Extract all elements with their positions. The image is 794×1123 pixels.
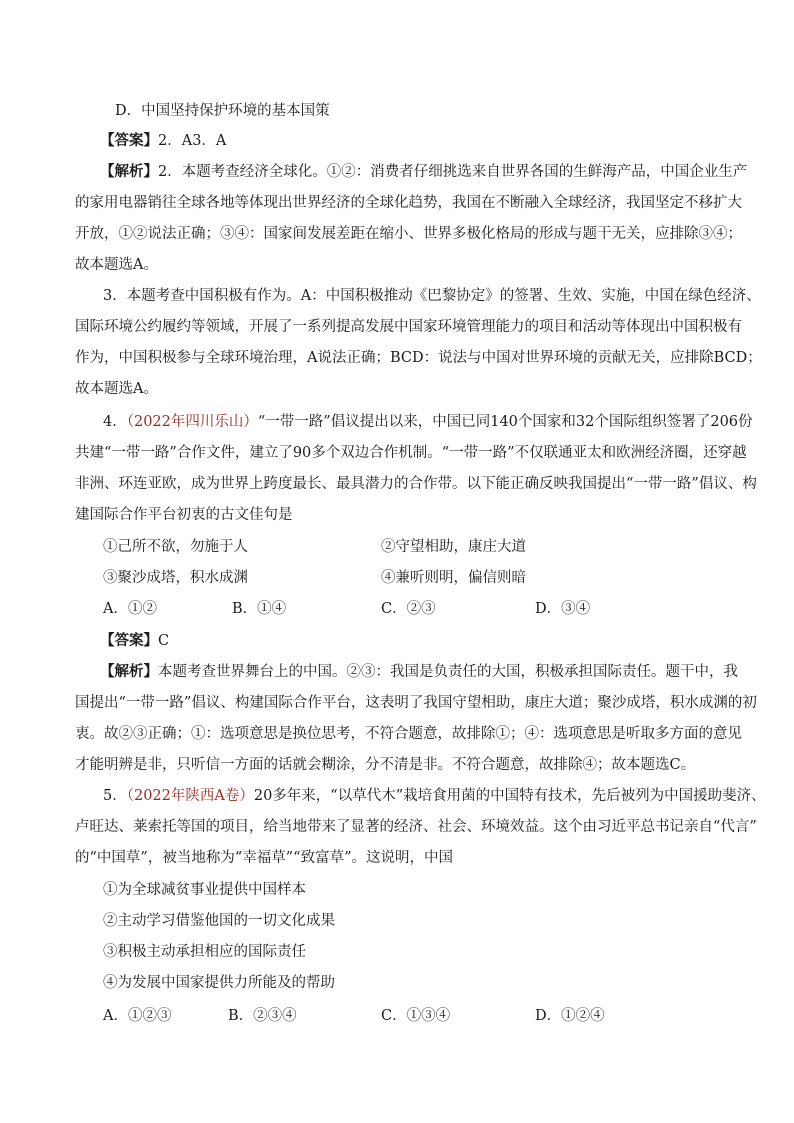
analysis-line: [100, 662, 738, 682]
question-source: （2022年四川乐山）: [126, 414, 258, 430]
q5-choice-d: D．①②④: [535, 1008, 605, 1024]
q5-statement-3: ③积极主动承担相应的国际责任: [103, 944, 306, 960]
question-text-line: 共建“一带一路”合作文件，建立了90多个双边合作机制。“一带一路”不仅联通亚太和欧洲经济圈，还穿越: [75, 445, 747, 461]
analysis-text: 本题考查世界舞台上的中国。②③：我国是负责任的大国，积极承担国际责任。题干中，我: [158, 664, 738, 680]
question-number: 5．: [103, 788, 127, 804]
q4-choice-d: D．③④: [535, 601, 591, 617]
q4-statement-4: ④兼听则明，偏信则暗: [381, 570, 526, 586]
answer-line: [100, 131, 720, 151]
analysis-tag: 【解析】: [100, 663, 158, 680]
q4-choice-a: A．①②: [103, 601, 157, 617]
option-d-text: D．中国坚持保护环境的基本国策: [115, 103, 330, 119]
analysis-text-line: 故本题选A。: [75, 381, 158, 397]
analysis-text-line: 3．本题考查中国积极有作为。A：中国积极推动《巴黎协定》的签署、生效、实施，中国在绿色经济、: [103, 288, 761, 304]
q5-choice-a: A．①②③: [103, 1008, 172, 1024]
q5-statement-1: ①为全球减贫事业提供中国样本: [103, 882, 306, 898]
question-text: “一带一路”倡议提出以来，中国已同140个国家和32个国际组织签署了206份: [257, 414, 753, 430]
question-text: 20多年来，“以草代木”栽培食用菌的中国特有技术，先后被列为中国援助斐济、: [253, 788, 766, 804]
analysis-line: [100, 162, 748, 182]
analysis-text-line: 衷。故②③正确；①：选项意思是换位思考，不符合题意，故排除①；④：选项意思是听取多方面的意见: [75, 726, 742, 742]
analysis-text-line: 开放，①②说法正确；③④：国家间发展差距在缩小、世界多极化格局的形成与题干无关，应排除③④；: [75, 226, 742, 242]
question-number: 4．: [103, 414, 127, 430]
analysis-text: 2．本题考查经济全球化。①②：消费者仔细挑选来自世界各国的生鲜海产品，中国企业生产: [158, 164, 748, 180]
question-text-line: 非洲、环连亚欧，成为世界上跨度最长、最具潜力的合作带。以下能正确反映我国提出“一带一路”倡议、构: [75, 476, 757, 492]
analysis-text-line: 才能明辨是非，只听信一方面的话就会糊涂，分不清是非。不符合题意，故排除④；故本题选C。: [75, 757, 696, 773]
question-4-stem: [103, 412, 753, 432]
question-5-stem: [103, 786, 766, 806]
question-text-line: 卢旺达、莱索托等国的项目，给当地带来了显著的经济、社会、环境效益。这个由习近平总书记亲自“代言”: [75, 819, 757, 835]
answer-tag: 【答案】: [100, 132, 158, 149]
analysis-text-line: 国提出“一带一路”倡议、构建国际合作平台，这表明了我国守望相助，康庄大道；聚沙成塔，积水成渊的初: [75, 695, 757, 711]
q4-statement-2: ②守望相助，康庄大道: [381, 539, 526, 555]
q4-statement-1: ①己所不欲，勿施于人: [103, 539, 248, 555]
question-text-line: 建国际合作平台初衷的古文佳句是: [75, 507, 293, 523]
answer-value: 2．A3．A: [158, 133, 227, 149]
analysis-text-line: 的家用电器销往全球各地等体现出世界经济的全球化趋势，我国在不断融入全球经济，我国坚定不移扩大: [75, 195, 742, 211]
q5-choice-b: B．②③④: [228, 1008, 297, 1024]
analysis-tag: 【解析】: [100, 163, 158, 180]
q4-choice-b: B．①④: [232, 601, 287, 617]
answer-value: C: [158, 633, 170, 649]
question-source: （2022年陕西A卷）: [126, 788, 254, 804]
q4-statement-3: ③聚沙成塔，积水成渊: [103, 570, 248, 586]
q5-statement-2: ②主动学习借鉴他国的一切文化成果: [103, 913, 335, 929]
answer-line: [100, 631, 720, 651]
q4-choice-c: C．②③: [381, 601, 436, 617]
q5-choice-c: C．①③④: [381, 1008, 451, 1024]
analysis-text-line: 国际环境公约履约等领域，开展了一系列提高发展中国家环境管理能力的项目和活动等体现出中国积极有: [75, 319, 742, 335]
analysis-text-line: 故本题选A。: [75, 257, 158, 273]
question-text-line: 的“中国草”，被当地称为“幸福草”“致富草”。这说明，中国: [75, 850, 453, 866]
answer-tag: 【答案】: [100, 632, 158, 649]
q5-statement-4: ④为发展中国家提供力所能及的帮助: [103, 975, 335, 991]
analysis-text-line: 作为，中国积极参与全球环境治理，A说法正确；BCD：说法与中国对世界环境的贡献无关，应排除BCD；: [75, 350, 762, 366]
